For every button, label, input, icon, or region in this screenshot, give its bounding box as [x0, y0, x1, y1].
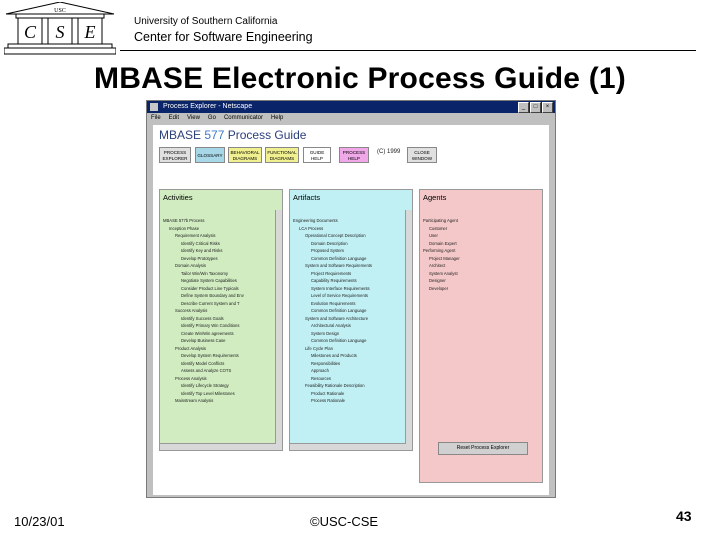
tree-item[interactable]: Identify Top Level Milestones: [181, 390, 235, 396]
guide-title-prefix: MBASE: [159, 128, 205, 142]
tree-item[interactable]: Domain Analysis: [175, 263, 206, 268]
tree-item[interactable]: MBASE 577b Process: [163, 218, 205, 223]
tree-item[interactable]: Product Analysis: [175, 345, 206, 351]
cse-logo: [4, 2, 116, 58]
logo-letter-s: S: [55, 22, 65, 42]
slide-title: MBASE Electronic Process Guide (1): [94, 62, 626, 95]
tree-item[interactable]: Develop Prototypes: [181, 255, 218, 261]
tree-item[interactable]: Approach: [311, 368, 329, 373]
tree-item[interactable]: Process Rationale: [311, 398, 345, 403]
activities-title: Activities: [163, 193, 193, 202]
tree-item[interactable]: System Design: [311, 330, 340, 336]
tree-item[interactable]: Designer: [429, 278, 446, 283]
tree-item[interactable]: Responsibilities: [311, 360, 341, 366]
tree-item[interactable]: Domain Expert: [429, 240, 457, 246]
menu-edit[interactable]: Edit: [168, 115, 180, 121]
tree-item[interactable]: Define System Boundary and Env: [181, 293, 244, 298]
tree-item[interactable]: Develop Business Case: [181, 338, 226, 343]
tree-item[interactable]: Project Manager: [429, 255, 460, 261]
agents-title: Agents: [423, 193, 447, 202]
tree-item[interactable]: Developer: [429, 285, 449, 291]
tree-item[interactable]: Level of Service Requirements: [311, 293, 369, 298]
minimize-icon[interactable]: _: [518, 102, 529, 113]
close-window-button[interactable]: CLOSE WINDOW: [407, 147, 437, 163]
tree-item[interactable]: Capability Requirements: [311, 278, 357, 283]
tree-item[interactable]: Assess and Analyze COTS: [181, 368, 232, 373]
tree-item[interactable]: Participating Agent: [423, 218, 458, 223]
artifacts-hscrollbar[interactable]: [290, 443, 406, 450]
guide-title-suffix: Process Guide: [224, 128, 307, 142]
menu-view[interactable]: View: [187, 115, 200, 121]
logo-letter-e: E: [84, 22, 96, 42]
menu-go[interactable]: Go: [207, 115, 216, 121]
tree-item[interactable]: Mainstream Analysis: [175, 398, 214, 403]
tree-item[interactable]: System and Software Architecture: [305, 315, 369, 321]
maximize-icon[interactable]: □: [530, 102, 541, 113]
guide-help-button[interactable]: GUIDE HELP: [303, 147, 331, 163]
artifacts-title: Artifacts: [293, 193, 321, 202]
menu-help[interactable]: Help: [270, 115, 284, 121]
window-title: Process Explorer - Netscape: [163, 103, 253, 110]
university-name: University of Southern California: [134, 16, 278, 27]
tree-item[interactable]: Identify Success Goals: [181, 315, 224, 321]
artifacts-tree: [293, 217, 406, 405]
tree-item[interactable]: Tailor Win/Win Taxonomy: [181, 270, 228, 276]
close-icon[interactable]: ×: [542, 102, 553, 113]
page-number: 43: [676, 508, 692, 524]
tree-item[interactable]: Identify Primary Win Conditions: [181, 323, 240, 328]
behavioral-diagrams-button[interactable]: BEHAVIORAL DIAGRAMS: [228, 147, 262, 163]
tree-item[interactable]: Project Requirements: [311, 270, 352, 276]
tree-item[interactable]: Inception Phase: [169, 225, 200, 231]
tree-item[interactable]: System Analyst: [429, 270, 458, 276]
reset-process-explorer-button[interactable]: Reset Process Explorer: [438, 442, 528, 455]
agents-panel: [419, 189, 543, 483]
logo-letter-c: C: [23, 22, 37, 42]
tree-item[interactable]: Common Definition Language: [311, 308, 367, 313]
guide-title: [159, 128, 306, 142]
tree-item[interactable]: Architect: [429, 263, 446, 268]
tree-item[interactable]: Create Win/Win agreements: [181, 330, 234, 336]
tree-item[interactable]: Engineering Documents: [293, 218, 338, 223]
tree-item[interactable]: Identify Model Conflicts: [181, 360, 225, 366]
footer-copyright: ©USC-CSE: [310, 514, 379, 529]
tree-item[interactable]: Life Cycle Plan: [305, 345, 333, 351]
functional-diagrams-button[interactable]: FUNCTIONAL DIAGRAMS: [265, 147, 299, 163]
glossary-button[interactable]: GLOSSARY: [195, 147, 225, 163]
tree-item[interactable]: Identify Lifecycle Strategy: [181, 383, 229, 388]
tree-item[interactable]: Feasibility Rationale Description: [305, 383, 365, 388]
tree-item[interactable]: Architectural Analysis: [311, 323, 351, 328]
menu-file[interactable]: File: [151, 115, 161, 121]
center-name: Center for Software Engineering: [134, 30, 313, 44]
tree-item[interactable]: Common Definition Language: [311, 338, 367, 343]
menu-communicator[interactable]: Communicator: [223, 115, 263, 121]
tree-item[interactable]: Domain Description: [311, 240, 348, 246]
tree-item[interactable]: Customer: [429, 225, 448, 231]
page-content: [153, 125, 549, 495]
tree-item[interactable]: User: [429, 233, 438, 238]
header-rule: [120, 50, 696, 51]
tree-item[interactable]: Performing Agent: [423, 248, 456, 253]
tree-item[interactable]: Product Rationale: [311, 390, 345, 396]
tree-item[interactable]: Process Analysis: [175, 375, 207, 381]
browser-window: [146, 100, 556, 498]
activities-panel: [159, 189, 283, 451]
browser-titlebar: [147, 101, 555, 113]
netscape-icon: [150, 103, 158, 111]
process-explorer-button[interactable]: PROCESS EXPLORER: [159, 147, 191, 163]
guide-title-number: 577: [204, 128, 225, 142]
process-help-button[interactable]: PROCESS HELP: [339, 147, 369, 163]
tree-item[interactable]: Resources: [311, 375, 332, 381]
agents-tree: [423, 217, 536, 292]
tree-item[interactable]: Evolution Requirements: [311, 300, 356, 306]
tree-item[interactable]: Common Definition Language: [311, 255, 367, 261]
artifacts-panel: [289, 189, 413, 451]
menubar: [147, 113, 555, 123]
tree-item[interactable]: System Interface Requirements: [311, 285, 370, 291]
artifacts-scrollbar[interactable]: [405, 210, 412, 450]
tree-item[interactable]: Consider Product Line Typicals: [181, 285, 239, 291]
activities-scrollbar[interactable]: [275, 210, 282, 450]
activities-hscrollbar[interactable]: [160, 443, 276, 450]
tree-item[interactable]: Identify Key and Risks: [181, 248, 223, 253]
tree-item[interactable]: Success Analysis: [175, 308, 208, 313]
tree-item[interactable]: Identify Critical Risks: [181, 240, 220, 246]
tree-item[interactable]: LCA Process: [299, 225, 324, 231]
tree-item[interactable]: Develop System Requirements: [181, 353, 239, 358]
tree-item[interactable]: Negotiate System Capabilities: [181, 278, 237, 283]
footer-date: 10/23/01: [14, 514, 65, 529]
tree-item[interactable]: Proposed System: [311, 248, 345, 253]
tree-item[interactable]: Requirement Analysis: [175, 233, 216, 238]
tree-item[interactable]: System and Software Requirements: [305, 263, 373, 268]
logo-banner-text: USC: [54, 8, 66, 14]
activities-tree: [163, 217, 276, 405]
tree-item[interactable]: Operational Concept Description: [305, 233, 366, 238]
copyright-notice: (C) 1999: [377, 149, 401, 155]
tree-item[interactable]: Describe Current System and T: [181, 300, 240, 306]
tree-item[interactable]: Milestones and Products: [311, 353, 357, 358]
